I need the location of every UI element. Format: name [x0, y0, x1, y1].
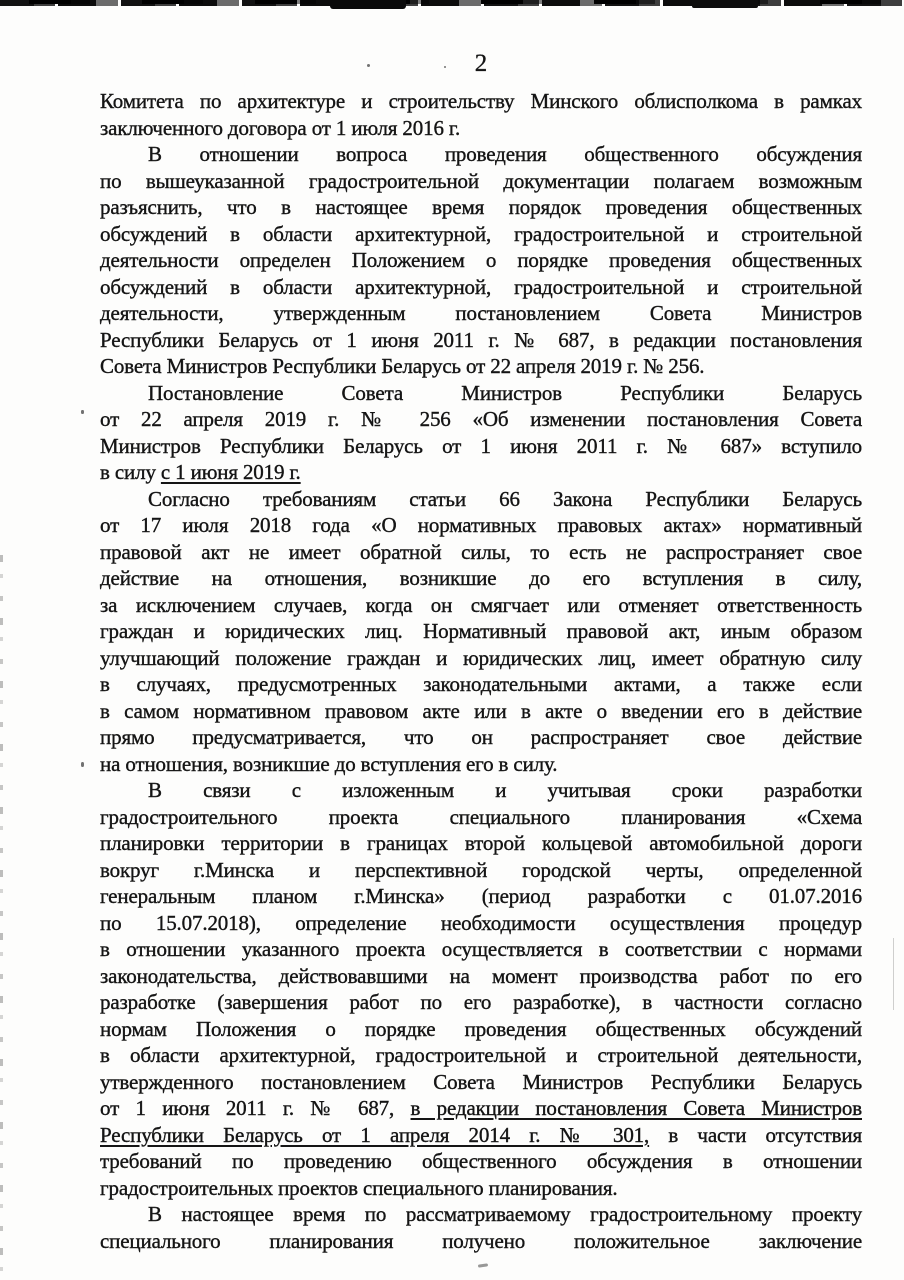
- text-run: в области архитектурной, градостроительной и строительной деятельности,: [100, 1043, 862, 1067]
- text-run: Республики Беларусь от 1 июня 2011 г. № 687, в редакции постановления: [100, 327, 862, 352]
- text-line: [100, 168, 862, 195]
- text-line: [100, 1175, 862, 1202]
- text-line: [100, 698, 862, 725]
- text-block: [100, 88, 862, 1254]
- top-edge-scan-blob: [692, 0, 758, 8]
- text-run: Согласно требованиям статьи 66 Закона Республики Беларусь: [148, 486, 862, 511]
- text-line: [100, 459, 862, 486]
- underlined-text: с 1 июня 2019 г.: [160, 460, 301, 484]
- text-line: [100, 565, 862, 592]
- text-run: действие на отношения, возникшие до его вступления в силу,: [100, 566, 862, 590]
- paragraph: [100, 486, 862, 778]
- text-line: [100, 353, 862, 380]
- text-run: деятельности определен Положением о порядке проведения общественных: [100, 248, 862, 272]
- text-run: утвержденного постановлением Совета Министров Республики Беларусь: [100, 1069, 862, 1094]
- text-run: деятельности, утвержденным постановлением Совета Министров: [100, 301, 862, 325]
- text-line: [100, 221, 862, 248]
- text-run: планировки территории в границах второй кольцевой автомобильной дороги: [100, 831, 862, 855]
- text-line: [100, 433, 862, 460]
- text-run: разъяснить, что в настоящее время порядок проведения общественных: [100, 195, 862, 219]
- text-run: Комитета по архитектуре и строительству Минского облисполкома в рамках: [100, 89, 862, 113]
- text-run: требований по проведению общественного обсуждения в отношении: [100, 1149, 862, 1173]
- text-run: специального планирования получено положительное заключение: [100, 1228, 862, 1253]
- paragraph: [100, 88, 862, 141]
- text-line: [100, 406, 862, 433]
- text-run: по вышеуказанной градостроительной документации полагаем возможным: [100, 168, 862, 193]
- page-number: 2: [474, 50, 488, 77]
- text-run: от 1 июня 2011 г. № 687,: [100, 1096, 411, 1120]
- text-run: Постановление Совета Министров Республики Беларусь: [148, 380, 862, 405]
- text-line: [100, 1042, 862, 1069]
- underlined-text: Республики Беларусь от 1 апреля 2014 г. № 301,: [100, 1122, 650, 1147]
- text-run: градостроительных проектов специального планирования.: [100, 1175, 618, 1200]
- text-line: [100, 804, 862, 831]
- text-run: улучшающий положение граждан и юридических лиц, имеет обратную силу: [100, 645, 862, 670]
- paragraph: [100, 141, 862, 380]
- text-line: [100, 671, 862, 698]
- text-line: [100, 194, 862, 221]
- text-run: генеральным планом г.Минска» (период разработки с 01.07.2016: [100, 884, 862, 908]
- text-line: [100, 1016, 862, 1043]
- text-run: разработке (завершения работ по его разработке), в частности согласно: [100, 990, 862, 1014]
- text-line: [100, 539, 862, 566]
- paragraph: [100, 777, 862, 1201]
- text-line: [100, 1122, 862, 1149]
- scan-speck: [81, 410, 84, 414]
- paragraph: [100, 380, 862, 486]
- text-run: В связи с изложенным и учитывая сроки разработки: [148, 778, 862, 802]
- text-line: [100, 592, 862, 619]
- text-run: Совета Министров Республики Беларусь от 22 апреля 2019 г. № 256.: [100, 354, 705, 378]
- text-run: от 22 апреля 2019 г. № 256 «Об изменении постановления Совета: [100, 407, 862, 431]
- top-edge-scan-artifact-2: [0, 0, 904, 4]
- text-run: прямо предусматривается, что он распространяет свое действие: [100, 725, 862, 749]
- text-run: граждан и юридических лиц. Нормативный правовой акт, иным образом: [100, 619, 862, 643]
- text-line: [100, 486, 862, 513]
- text-line: [100, 247, 862, 274]
- text-run: в отношении указанного проекта осуществляется в соответствии с нормами: [100, 937, 862, 961]
- text-line: [100, 618, 862, 645]
- text-line: [100, 1148, 862, 1175]
- text-run: В отношении вопроса проведения общественного обсуждения: [148, 142, 862, 166]
- text-line: [100, 963, 862, 990]
- text-line: [100, 88, 862, 115]
- text-run: законодательства, действовавшими на момент производства работ по его: [100, 963, 862, 988]
- text-line: [100, 751, 862, 778]
- text-run: за исключением случаев, когда он смягчает или отменяет ответственность: [100, 592, 862, 617]
- text-run: В настоящее время по рассматриваемому градостроительному проекту: [148, 1202, 862, 1226]
- text-run: градостроительного проекта специального планирования «Схема: [100, 804, 862, 829]
- text-line: [100, 645, 862, 672]
- text-run: по 15.07.2018), определение необходимости осуществления процедур: [100, 910, 862, 935]
- text-line: [100, 857, 862, 884]
- text-run: в случаях, предусмотренных законодательными актами, а также если: [100, 672, 862, 696]
- text-line: [100, 989, 862, 1016]
- text-line: [100, 115, 862, 142]
- text-run: Министров Республики Беларусь от 1 июня 2011 г. № 687» вступило: [100, 433, 862, 458]
- text-run: обсуждений в области архитектурной, градостроительной и строительной: [100, 221, 862, 246]
- text-line: [100, 936, 862, 963]
- scan-speck: [478, 1263, 488, 1267]
- text-line: [100, 327, 862, 354]
- text-line: [100, 883, 862, 910]
- text-line: [100, 1069, 862, 1096]
- text-run: нормам Положения о порядке проведения общественных обсуждений: [100, 1016, 862, 1041]
- scan-speck: [81, 762, 84, 767]
- text-line: [100, 1095, 862, 1122]
- right-edge-scan-hairline: [893, 938, 894, 1010]
- text-line: [100, 300, 862, 327]
- text-run: правовой акт не имеет обратной силы, то есть не распространяет свое: [100, 539, 862, 564]
- text-line: [100, 141, 862, 168]
- text-line: [100, 910, 862, 937]
- text-line: [100, 777, 862, 804]
- text-run: в силу: [100, 460, 161, 484]
- top-edge-scan-blob: [330, 0, 406, 9]
- text-line: [100, 512, 862, 539]
- paragraph: [100, 1201, 862, 1254]
- text-run: обсуждений в области архитектурной, градостроительной и строительной: [100, 274, 862, 299]
- text-run: от 17 июля 2018 года «О нормативных правовых актах» нормативный: [100, 513, 862, 537]
- text-line: [100, 380, 862, 407]
- text-line: [100, 1228, 862, 1255]
- underlined-text: в редакции постановления Совета Министров: [410, 1096, 862, 1120]
- text-line: [100, 1201, 862, 1228]
- text-run: вокруг г.Минска и перспективной городской черты, определенной: [100, 857, 862, 882]
- text-run: в самом нормативном правовом акте или в акте о введении его в действие: [100, 698, 862, 723]
- text-run: заключенного договора от 1 июля 2016 г.: [100, 115, 461, 140]
- left-edge-scan-marks: [0, 555, 3, 1280]
- text-run: в части отсутствия: [649, 1122, 862, 1147]
- text-run: на отношения, возникшие до вступления его в силу.: [100, 751, 558, 776]
- text-line: [100, 724, 862, 751]
- text-line: [100, 274, 862, 301]
- text-line: [100, 830, 862, 857]
